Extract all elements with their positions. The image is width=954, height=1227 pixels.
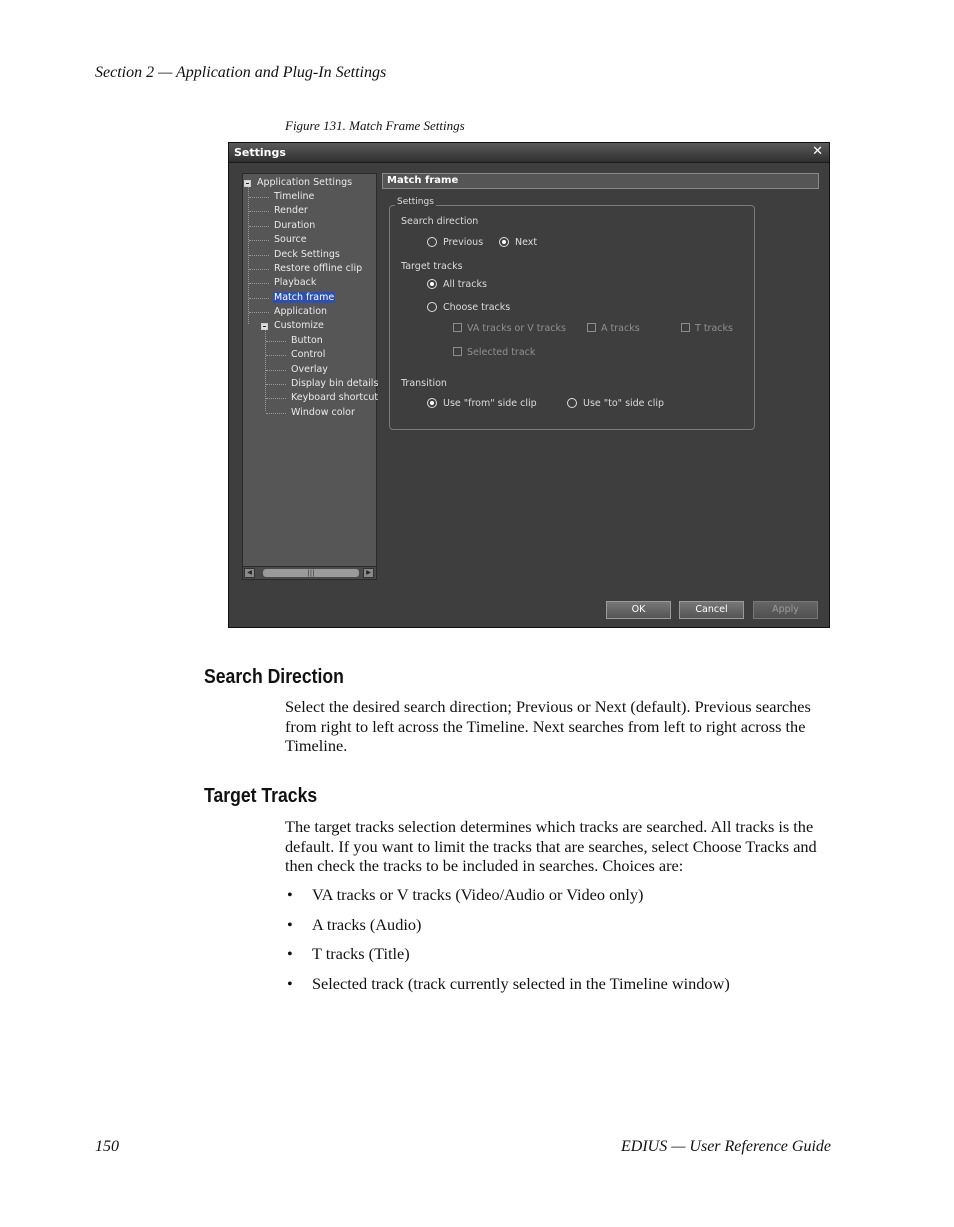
radio-previous[interactable] — [427, 237, 437, 247]
tree-item-duration[interactable]: Duration — [274, 220, 316, 231]
radio-previous-label[interactable]: Previous — [443, 237, 484, 248]
dialog-title: Settings — [234, 146, 286, 159]
scroll-thumb[interactable]: ||| — [263, 569, 359, 577]
radio-use-to-side-clip[interactable] — [567, 398, 577, 408]
search-direction-body: Select the desired search direction; Previous or Next (default). Previous searches from right to left across the Timeline. Next searches from left to right across the Timeline. — [285, 697, 811, 756]
tree-item-timeline[interactable]: Timeline — [274, 191, 315, 202]
apply-button[interactable]: Apply — [753, 601, 818, 619]
checkbox-va-tracks-label[interactable]: VA tracks or V tracks — [467, 323, 566, 334]
tree-horizontal-scrollbar[interactable] — [243, 566, 376, 579]
tree-item-restore-offline-clip[interactable]: Restore offline clip — [274, 263, 363, 274]
radio-all-tracks-label[interactable]: All tracks — [443, 279, 487, 290]
tree-item-button[interactable]: Button — [291, 335, 323, 346]
checkbox-t-tracks-label[interactable]: T tracks — [695, 323, 733, 334]
settings-dialog — [228, 142, 830, 628]
tree-item-control[interactable]: Control — [291, 349, 326, 360]
checkbox-t-tracks[interactable] — [681, 323, 690, 332]
bullet-text: A tracks (Audio) — [312, 915, 422, 934]
group-title: Settings — [397, 197, 434, 207]
checkbox-va-tracks[interactable] — [453, 323, 462, 332]
ok-button[interactable]: OK — [606, 601, 671, 619]
collapse-icon[interactable] — [261, 323, 268, 330]
radio-use-to-side-clip-label[interactable]: Use "to" side clip — [583, 398, 665, 409]
search-direction-heading: Search Direction — [204, 666, 344, 688]
tree-item-playback[interactable]: Playback — [274, 277, 317, 288]
radio-choose-tracks-label[interactable]: Choose tracks — [443, 302, 511, 313]
target-tracks-label: Target tracks — [401, 261, 463, 272]
scroll-right-icon[interactable]: ▶ — [363, 568, 374, 578]
bullet-text: Selected track (track currently selected in the Timeline window) — [312, 974, 730, 993]
page-number: 150 — [95, 1138, 119, 1155]
bullet-icon: • — [287, 944, 293, 963]
tree-item-window-color[interactable]: Window color — [291, 407, 355, 418]
search-direction-label: Search direction — [401, 216, 479, 227]
radio-choose-tracks[interactable] — [427, 302, 437, 312]
bullet-text: T tracks (Title) — [312, 944, 410, 963]
bullet-icon: • — [287, 915, 293, 934]
tree-item-customize[interactable]: Customize — [274, 320, 324, 331]
bullet-icon: • — [287, 974, 293, 993]
checkbox-selected-track[interactable] — [453, 347, 462, 356]
radio-all-tracks[interactable] — [427, 279, 437, 289]
tree-item-keyboard-shortcut[interactable]: Keyboard shortcut — [291, 392, 379, 403]
figure-caption: Figure 131. Match Frame Settings — [285, 118, 465, 133]
dialog-title-bar — [229, 143, 829, 163]
tree-item-display-bin-details[interactable]: Display bin details — [291, 378, 379, 389]
cancel-button[interactable]: Cancel — [679, 601, 744, 619]
tree-item-application-settings[interactable]: Application Settings — [257, 177, 353, 188]
panel-title: Match frame — [387, 175, 459, 186]
bullet-text: VA tracks or V tracks (Video/Audio or Video only) — [312, 885, 644, 904]
tree-item-overlay[interactable]: Overlay — [291, 364, 328, 375]
collapse-icon[interactable] — [244, 180, 251, 187]
bullet-icon: • — [287, 885, 293, 904]
transition-label: Transition — [401, 378, 447, 389]
footer-title: EDIUS — User Reference Guide — [620, 1138, 831, 1155]
checkbox-a-tracks[interactable] — [587, 323, 596, 332]
checkbox-a-tracks-label[interactable]: A tracks — [601, 323, 640, 334]
checkbox-selected-track-label[interactable]: Selected track — [467, 347, 536, 358]
target-tracks-heading: Target Tracks — [204, 785, 318, 807]
radio-use-from-side-clip-label[interactable]: Use "from" side clip — [443, 398, 537, 409]
settings-tree — [242, 173, 377, 580]
close-icon[interactable]: ✕ — [812, 144, 823, 159]
panel-header — [382, 173, 819, 189]
target-tracks-body: The target tracks selection determines which tracks are searched. All tracks is the default. If you want to limit the tracks that are searches, select Choose Tracks and then check the tracks to be included in searches. Choices are: — [285, 817, 817, 876]
section-header: Section 2 — Application and Plug-In Settings — [95, 64, 387, 81]
tree-item-deck-settings[interactable]: Deck Settings — [274, 249, 340, 260]
radio-next[interactable] — [499, 237, 509, 247]
tree-item-render[interactable]: Render — [274, 205, 308, 216]
radio-use-from-side-clip[interactable] — [427, 398, 437, 408]
tree-item-application[interactable]: Application — [274, 306, 328, 317]
scroll-left-icon[interactable]: ◀ — [244, 568, 255, 578]
tree-item-source[interactable]: Source — [274, 234, 307, 245]
tree-item-match-frame[interactable]: Match frame — [274, 292, 335, 303]
radio-next-label[interactable]: Next — [515, 237, 538, 248]
